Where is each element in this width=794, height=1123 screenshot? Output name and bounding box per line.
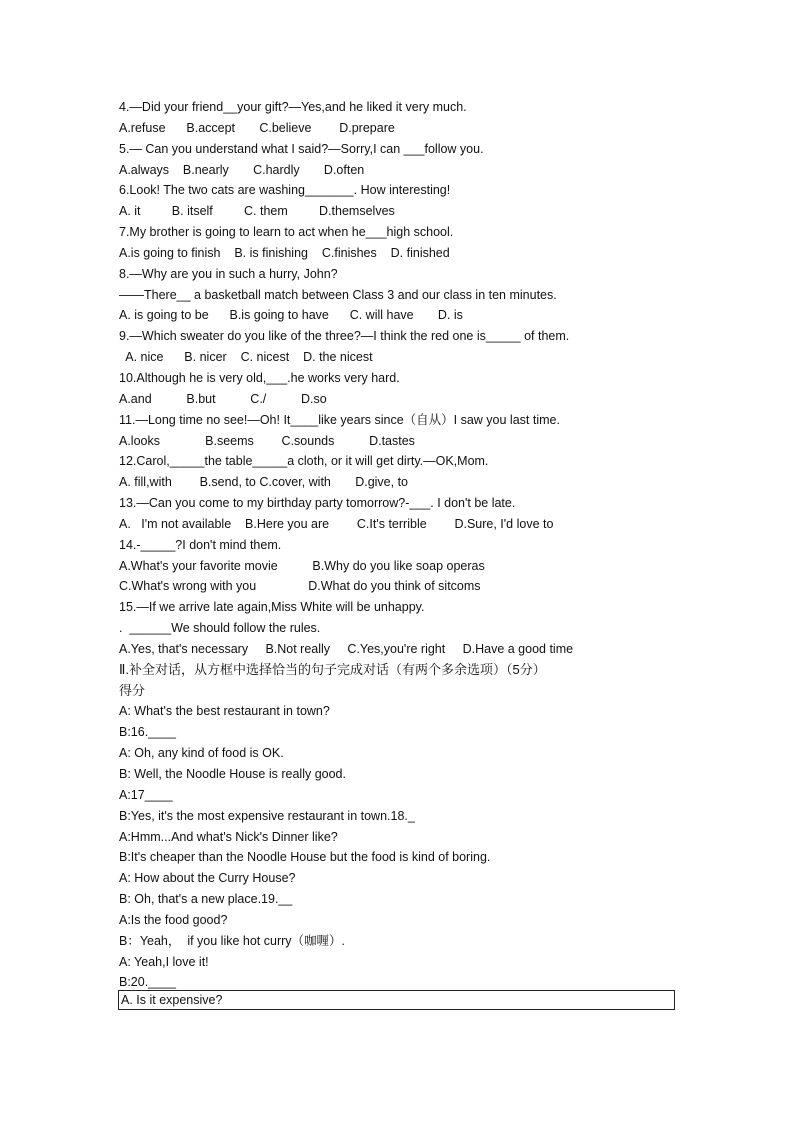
dialogue-line: A:17____ bbox=[119, 787, 173, 802]
dialogue-line: B: Oh, that's a new place.19.__ bbox=[119, 892, 293, 907]
question-10: 10.Although he is very old,___.he works very hard. bbox=[119, 370, 400, 385]
dialogue-line: B：Yeah， if you like hot curry（咖喱）. bbox=[119, 933, 346, 948]
question-7: 7.My brother is going to learn to act when he___high school. bbox=[119, 225, 454, 240]
question-15: 15.—If we arrive late again,Miss White will be unhappy. bbox=[119, 600, 425, 615]
dialogue-line: A:Is the food good? bbox=[119, 912, 228, 927]
dialogue-line: A: What's the best restaurant in town? bbox=[119, 704, 330, 719]
dialogue-line: A: Yeah,I love it! bbox=[119, 954, 209, 969]
question-12-options: A. fill,with B.send, to C.cover, with D.give, to bbox=[119, 475, 408, 490]
question-8-reply: ——There__ a basketball match between Class 3 and our class in ten minutes. bbox=[119, 287, 557, 302]
option-box-line: A. Is it expensive? bbox=[121, 993, 223, 1007]
question-5-options: A.always B.nearly C.hardly D.often bbox=[119, 162, 365, 177]
dialogue-line: B:Yes, it's the most expensive restaurant in town.18._ bbox=[119, 808, 415, 823]
section-2-heading: Ⅱ.补全对话，从方框中选择恰当的句子完成对话（有两个多余选项）（5分） bbox=[119, 661, 546, 677]
document-body bbox=[119, 97, 719, 993]
dialogue-line: B:16.____ bbox=[119, 725, 176, 740]
question-6-options: A. it B. itself C. them D.themselves bbox=[119, 204, 395, 219]
dialogue-line: B: Well, the Noodle House is really good. bbox=[119, 767, 346, 781]
question-8-options: A. is going to be B.is going to have C. will have D. is bbox=[119, 308, 463, 323]
question-12: 12.Carol,_____the table_____a cloth, or it will get dirty.—OK,Mom. bbox=[119, 454, 489, 469]
dialogue-line: A:Hmm...And what's Nick's Dinner like? bbox=[119, 829, 338, 844]
dialogue-line: B:20.____ bbox=[119, 975, 176, 990]
dialogue-line: B:It's cheaper than the Noodle House but the food is kind of boring. bbox=[119, 850, 491, 865]
question-8: 8.—Why are you in such a hurry, John? bbox=[119, 266, 338, 281]
question-10-options: A.and B.but C./ D.so bbox=[119, 391, 327, 406]
question-5: 5.— Can you understand what I said?—Sorry,I can ___follow you. bbox=[119, 141, 484, 156]
score-label: 得分 bbox=[119, 682, 146, 698]
question-13-options: A. I'm not available B.Here you are C.It's terrible D.Sure, I'd love to bbox=[119, 516, 554, 531]
question-14-options-ab: A.What's your favorite movie B.Why do you like soap operas bbox=[119, 558, 485, 573]
question-11-options: A.looks B.seems C.sounds D.tastes bbox=[119, 433, 415, 448]
question-9: 9.—Which sweater do you like of the three?—I think the red one is_____ of them. bbox=[119, 329, 570, 344]
question-13: 13.—Can you come to my birthday party tomorrow?-___. I don't be late. bbox=[119, 496, 516, 511]
question-7-options: A.is going to finish B. is finishing C.finishes D. finished bbox=[119, 245, 450, 260]
question-9-options: A. nice B. nicer C. nicest D. the nicest bbox=[119, 350, 373, 365]
question-14: 14.-_____?I don't mind them. bbox=[119, 537, 282, 552]
question-11: 11.—Long time no see!—Oh! It____like years since（自从）I saw you last time. bbox=[119, 412, 560, 427]
dialogue-line: A: Oh, any kind of food is OK. bbox=[119, 746, 284, 761]
question-15-options: A.Yes, that's necessary B.Not really C.Yes,you're right D.Have a good time bbox=[119, 641, 574, 656]
dialogue-line: A: How about the Curry House? bbox=[119, 871, 296, 886]
question-6: 6.Look! The two cats are washing_______. How interesting! bbox=[119, 183, 451, 198]
option-box bbox=[118, 990, 675, 1010]
question-14-options-cd: C.What's wrong with you D.What do you think of sitcoms bbox=[119, 579, 481, 594]
question-15-reply: . ______We should follow the rules. bbox=[119, 621, 321, 636]
question-4: 4.—Did your friend__your gift?—Yes,and he liked it very much. bbox=[119, 100, 467, 114]
question-4-options: A.refuse B.accept C.believe D.prepare bbox=[119, 120, 395, 135]
